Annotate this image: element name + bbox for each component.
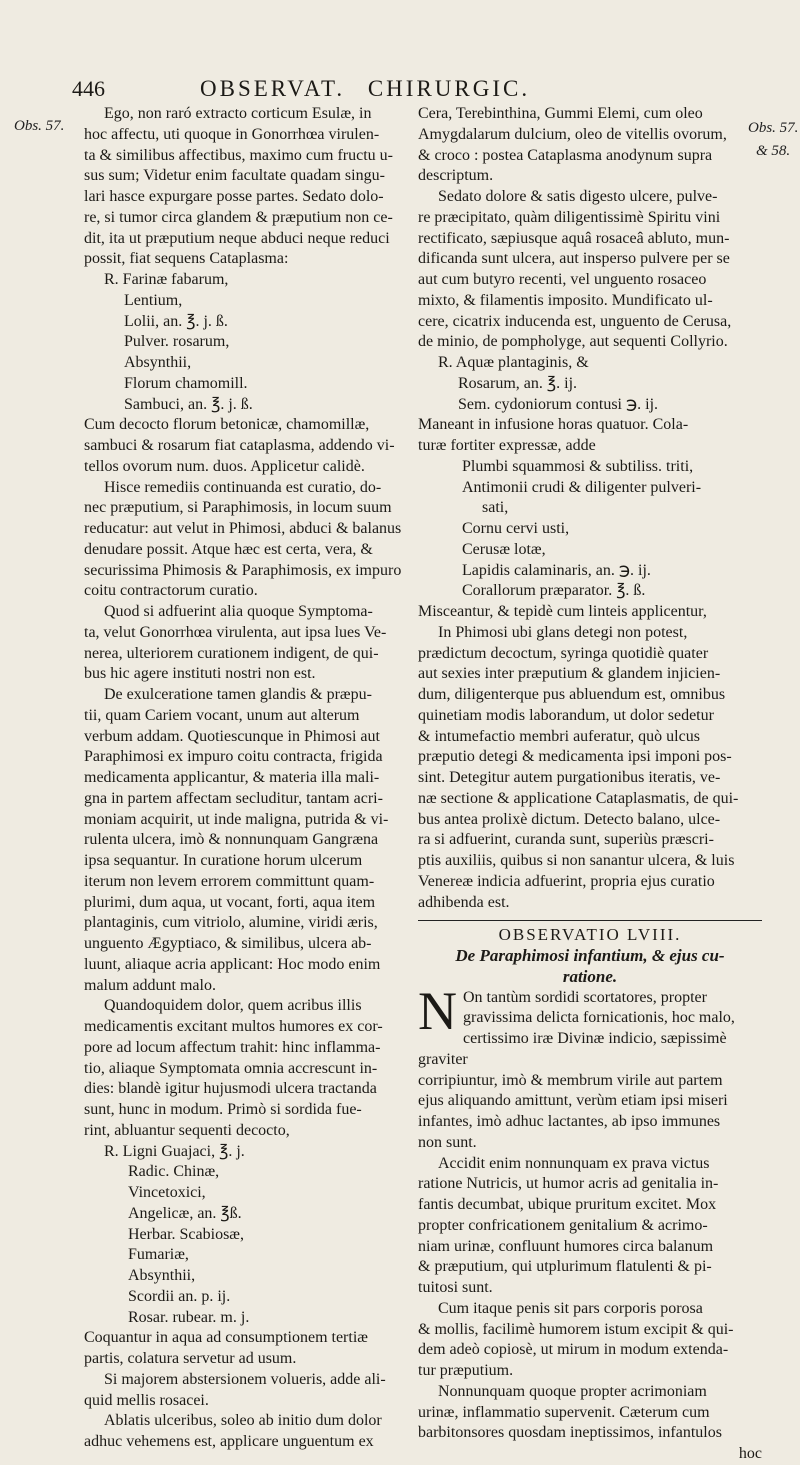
text-line: urinæ, inflammatio supervenit. Cæterum cum <box>418 1403 710 1421</box>
text-line: aut cum butyro recenti, vel unguento rosaceo <box>418 271 707 288</box>
text-line: nec præputium, si Paraphimosis, in locum suum <box>84 499 392 517</box>
recipe-line: Angelicæ, an. ℥ß. <box>128 1204 242 1222</box>
text-line: Maneant in infusione horas quatuor. Cola- <box>418 416 689 434</box>
text-line: re, si tumor circa glandem & præputium non ce- <box>84 208 393 226</box>
recipe-line: R. Ligni Guajaci, ℥. j. <box>104 1142 245 1160</box>
text-line: Sedato dolore & satis digesto ulcere, pulve- <box>438 188 718 205</box>
recipe-line: Florum chamomill. <box>124 374 248 392</box>
text-line: possit, fiat sequens Cataplasma: <box>84 250 289 268</box>
text-line: certissimo iræ Divinæ indicio, sæpissimè graviter <box>418 1030 727 1068</box>
text-line: præputio detegi & medicamenta ipsi imponi pos- <box>418 748 732 766</box>
text-line: Hisce remediis continuanda est curatio, do- <box>104 478 382 496</box>
text-line: & croco : postea Cataplasma anodynum supra <box>418 146 713 164</box>
text-line: dies: blandè igitur hujusmodi ulcera tractanda <box>84 1080 377 1098</box>
right-column <box>418 104 762 1465</box>
text-line: Misceantur, & tepidè cum linteis applicentur, <box>418 603 707 620</box>
text-line: non sunt. <box>418 1133 477 1151</box>
text-line: On tantùm sordidi scortatores, propter <box>463 988 707 1006</box>
text-line: adhuc vehemens est, applicare unguentum ex <box>84 1433 374 1450</box>
text-line: securissima Phimosis & Paraphimosis, ex impuro <box>84 561 402 579</box>
recipe-line: Pulver. rosarum, <box>124 333 230 351</box>
recipe-line: R. Farinæ fabarum, <box>104 271 229 288</box>
text-line: rulenta ulcera, imò & nonnunquam Gangræna <box>84 831 379 849</box>
text-line: dum, diligenterque pus abluendum est, omnibus <box>418 686 726 703</box>
opening-paragraph <box>418 980 762 1041</box>
text-line: sambuci & rosarum fiat cataplasma, addendo vi- <box>84 437 395 454</box>
text-line: ta, velut Gonorrhœa virulenta, aut ipsa lues Ve- <box>84 623 387 641</box>
text-line: tuitosi sunt. <box>418 1279 493 1296</box>
text-line: In Phimosi ubi glans detegi non potest, <box>438 623 688 641</box>
text-line: Cera, Terebinthina, Gummi Elemi, cum oleo <box>418 105 703 122</box>
recipe-line: Cerusæ lotæ, <box>462 540 546 558</box>
text-line: Quandoquidem dolor, quem acribus illis <box>104 997 362 1015</box>
recipe-line: Vincetoxici, <box>128 1184 206 1201</box>
text-line: sint. Detegitur autem purgationibus iteratis, ve- <box>418 769 721 786</box>
text-line: niam urinæ, confluunt humores circa balanum <box>418 1237 714 1255</box>
recipe-line: Absynthii, <box>124 354 192 371</box>
recipe-line: Fumariæ, <box>128 1246 189 1264</box>
text-line: re præcipitato, quàm diligentissimè Spiritu vini <box>418 208 721 226</box>
text-line: quid mellis rosacei. <box>84 1391 209 1409</box>
recipe-line: Scordii an. p. ij. <box>128 1287 231 1305</box>
recipe-line: Corallorum præparator. ℥. ß. <box>462 582 646 600</box>
text-line: unguento Ægyptiaco, & similibus, ulcera ab- <box>84 935 372 952</box>
running-head <box>0 74 800 104</box>
observation-subtitle: De Paraphimosi infantium, & ejus cu- <box>455 946 725 965</box>
recipe-line: R. Aquæ plantaginis, & <box>438 354 589 371</box>
text-line: cere, cicatrix inducenda est, unguento de Cerusa, <box>418 312 732 330</box>
recipe-line: Plumbi squammosi & subtiliss. triti, <box>462 457 694 475</box>
text-line: propter confricationem genitalium & acrimo- <box>418 1216 708 1234</box>
recipe-line: Lapidis calaminaris, an. ℈. ij. <box>462 561 651 579</box>
text-line: quinetiam modis laborandum, ut dolor sedetur <box>418 706 714 724</box>
text-line: moniam acquirit, ut inde maligna, putrida & vi- <box>84 810 389 828</box>
section-rule <box>418 920 762 921</box>
text-line: medicamenta applicantur, & materia illa mali- <box>84 769 380 786</box>
catchword: hoc <box>738 1445 762 1462</box>
text-line: bus antea prolixè dictum. Detecto balano, ulce- <box>418 810 721 828</box>
observation-subtitle-cont: ratione. <box>562 966 618 986</box>
text-line: hoc affectu, uti quoque in Gonorrhœa virulen- <box>84 125 380 143</box>
text-line: & præputium, qui utplurimum flatulenti & pi- <box>418 1258 712 1276</box>
text-line: pore ad locum affectum trahit: hinc inflamma- <box>84 1038 381 1056</box>
text-line: ta & similibus affectibus, maximo cum fructu u- <box>84 146 393 164</box>
text-line: infantes, imò adhuc lactantes, ab ipso immunes <box>418 1113 721 1130</box>
text-line: De exulceratione tamen glandis & præpu- <box>104 686 372 703</box>
text-line: plantaginis, cum vitriolo, alumine, viridi æris, <box>84 914 378 932</box>
text-line: ipsa sequantur. In curatione horum ulcerum <box>84 852 363 869</box>
text-line: nerea, ulteriorem curationem indigent, de qui- <box>84 644 379 662</box>
text-line: fantis decumbat, ubique pruritum excitet. Mox <box>418 1196 717 1213</box>
text-line: adhibenda est. <box>418 893 510 911</box>
drop-cap: N <box>418 980 457 1041</box>
text-line: mixto, & filamentis imposito. Mundificato ul- <box>418 291 713 309</box>
text-line: dem adeò copiosè, ut mirum in modum extenda- <box>418 1341 729 1359</box>
margin-note-right-1: Obs. 57. <box>748 120 799 136</box>
text-line: iterum non levem errorem committunt quam- <box>84 872 375 890</box>
recipe-line: Lentium, <box>124 291 183 309</box>
recipe-line: Herbar. Scabiosæ, <box>128 1225 244 1243</box>
text-line: gravissima delicta fornicationis, hoc malo, <box>463 1009 735 1027</box>
text-line: Ego, non raró extracto corticum Esulæ, in <box>104 105 372 122</box>
text-line: descriptum. <box>418 167 494 185</box>
text-line: Paraphimosi ex impuro coitu contracta, frigida <box>84 748 383 766</box>
text-line: lari hasce expurgare posse partes. Sedato dolo- <box>84 188 384 205</box>
text-line: de minio, de pompholyge, aut sequenti Collyrio. <box>418 333 728 351</box>
text-line: Venereæ indicia adfuerint, propria ejus curatio <box>418 872 715 890</box>
text-line: barbitonsores quosdam ineptissimos, infantulos <box>418 1424 722 1442</box>
text-line: Ablatis ulceribus, soleo ab initio dum dolor <box>104 1412 382 1430</box>
text-line: dit, ita ut præputium neque abduci neque reduci <box>84 229 390 247</box>
text-line: Cum itaque penis sit pars corporis porosa <box>438 1299 703 1317</box>
text-line: tellos ovorum num. duos. Applicetur calidè. <box>84 457 365 475</box>
text-line: denudare possit. Atque hæc est certa, vera, & <box>84 540 373 558</box>
text-line: bus hic agere instituti nostri non est. <box>84 665 316 683</box>
text-line: sunt, hunc in modum. Primò si sordida fue- <box>84 1101 362 1118</box>
recipe-line: Sambuci, an. ℥. j. ß. <box>124 395 253 413</box>
text-line: ratione Nutricis, ut humor acris ad genitalia in- <box>418 1175 719 1193</box>
margin-note-right-2: & 58. <box>756 143 791 159</box>
text-line: corripiuntur, imò & membrum virile aut partem <box>418 1071 723 1089</box>
text-line: coitu contractorum curatio. <box>84 582 258 600</box>
margin-note-left: Obs. 57. <box>14 118 65 134</box>
text-line: luunt, aliaque acria applicant: Hoc modo enim <box>84 955 381 973</box>
text-line: Cum decocto florum betonicæ, chamomillæ, <box>84 416 370 434</box>
text-line: rint, abluantur sequenti decocto, <box>84 1121 290 1139</box>
recipe-line: Rosar. rubear. m. j. <box>128 1308 250 1326</box>
page-number: 446 <box>72 76 105 101</box>
text-line: ptis auxiliis, quibus si non sanantur ulcera, & luis <box>418 852 735 869</box>
text-line: Quod si adfuerint alia quoque Symptoma- <box>104 603 373 620</box>
text-line: malum addunt malo. <box>84 976 216 994</box>
text-line: Amygdalarum dulcium, oleo de vitellis ovorum, <box>418 125 727 143</box>
text-line: tur præputium. <box>418 1362 514 1379</box>
recipe-line: sati, <box>482 499 509 517</box>
text-line: turæ fortiter expressæ, adde <box>418 437 596 454</box>
recipe-line: Antimonii crudi & diligenter pulveri- <box>462 478 702 496</box>
text-line: sus sum; Videtur enim facultate quadam singu- <box>84 167 385 185</box>
text-line: & intumefactio membri auferatur, quò ulcus <box>418 727 700 745</box>
text-line: gna in partem affectam secluditur, tantam acri- <box>84 789 383 807</box>
recipe-line: Sem. cydoniorum contusi ℈. ij. <box>458 395 659 413</box>
text-line: Nonnunquam quoque propter acrimoniam <box>438 1382 707 1400</box>
text-line: dificanda sunt ulcera, aut insperso pulvere per se <box>418 250 730 268</box>
text-line: ra si adfuerint, curanda sunt, superiùs præscri- <box>418 831 714 849</box>
text-line: tio, aliaque Symptomata omnia accrescunt in- <box>84 1059 378 1077</box>
text-line: Accidit enim nonnunquam ex prava victus <box>438 1154 710 1172</box>
running-title: OBSERVAT. CHIRURGIC. <box>200 76 531 101</box>
observation-heading: OBSERVATIO LVIII. <box>498 925 682 945</box>
text-line: medicamentis excitant multos humores ex cor- <box>84 1018 383 1035</box>
text-line: tii, quam Cariem vocant, unum aut alterum <box>84 706 360 724</box>
text-line: verbum addam. Quotiescunque in Phimosi aut <box>84 727 380 745</box>
recipe-line: Cornu cervi usti, <box>462 520 570 537</box>
text-line: partis, colatura servetur ad usum. <box>84 1350 297 1367</box>
text-line: næ sectione & applicatione Cataplasmatis, de qui- <box>418 789 739 807</box>
recipe-line: Radic. Chinæ, <box>128 1163 220 1181</box>
text-line: Si majorem abstersionem volueris, adde ali- <box>104 1370 386 1388</box>
text-line: prædictum decoctum, syringa quotidiè quater <box>418 644 709 662</box>
text-line: ejus aliquando amittunt, verùm etiam ipsi miseri <box>418 1092 728 1110</box>
recipe-line: Rosarum, an. ℥. ij. <box>458 374 578 392</box>
text-line: aut sexies inter præputium & glandem injicien- <box>418 665 721 683</box>
text-line: reducatur: aut velut in Phimosi, abduci & balanus <box>84 520 402 537</box>
text-line: plurimi, dum aqua, ut vocant, forti, aqua item <box>84 893 376 911</box>
recipe-line: Lolii, an. ℥. j. ß. <box>124 312 228 330</box>
recipe-line: Absynthii, <box>128 1267 196 1284</box>
text-line: & mollis, facilimè humorem istum excipit & qui- <box>418 1320 734 1338</box>
left-column <box>84 104 418 1453</box>
text-line: rectificato, sæpiusque aquâ rosaceâ abluto, mun- <box>418 229 730 247</box>
text-line: Coquantur in aqua ad consumptionem tertiæ <box>84 1329 368 1347</box>
